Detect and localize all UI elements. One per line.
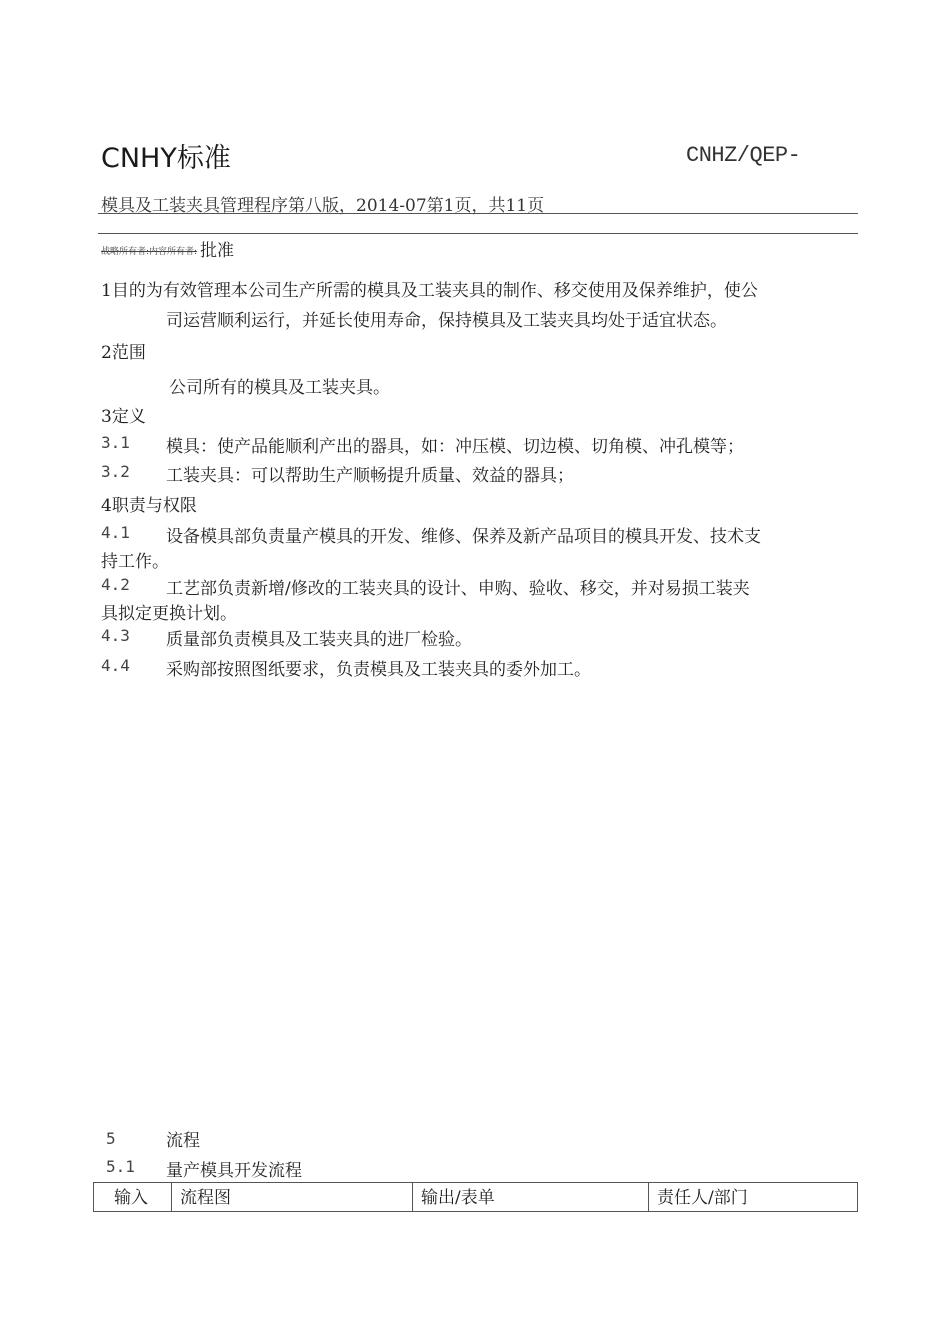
resp-4-2-number: 4.2 bbox=[101, 575, 130, 594]
flow-table-header-row bbox=[94, 1183, 858, 1212]
process-5-1-title: 量产模具开发流程 bbox=[166, 1161, 302, 1181]
process-5-1-number: 5.1 bbox=[106, 1157, 135, 1176]
col-owner-header: 责任人/部门 bbox=[649, 1183, 858, 1212]
resp-4-4-number: 4.4 bbox=[101, 656, 130, 675]
resp-4-1-line-2: 持工作。 bbox=[101, 552, 169, 572]
document-subtitle: 模具及工装夹具管理程序第八版，2014-07第1页，共11页 bbox=[101, 196, 545, 216]
header-rule-top bbox=[98, 213, 858, 214]
col-output-header: 输出/表单 bbox=[413, 1183, 649, 1212]
resp-4-3-text: 质量部负责模具及工装夹具的进厂检验。 bbox=[166, 630, 472, 650]
col-flowchart-header: 流程图 bbox=[172, 1183, 413, 1212]
purpose-line-2: 司运营顺利运行，并延长使用寿命，保持模具及工装夹具均处于适宜状态。 bbox=[166, 311, 727, 331]
process-number: 5 bbox=[106, 1129, 116, 1148]
col-input-header: 输入 bbox=[94, 1183, 172, 1212]
def-3-1-number: 3.1 bbox=[101, 433, 130, 452]
approval-label: 批准 bbox=[200, 241, 234, 261]
scope-heading: 2范围 bbox=[101, 343, 146, 363]
process-heading: 流程 bbox=[166, 1131, 200, 1151]
resp-4-1-number: 4.1 bbox=[101, 523, 130, 542]
def-3-2-number: 3.2 bbox=[101, 462, 130, 481]
resp-4-2-line-2: 具拟定更换计划。 bbox=[101, 604, 237, 624]
purpose-line-1: 1目的为有效管理本公司生产所需的模具及工装夹具的制作、移交使用及保养维护，使公 bbox=[101, 281, 758, 301]
company-standard-title: CNHY标准 bbox=[101, 143, 231, 174]
scope-text: 公司所有的模具及工装夹具。 bbox=[169, 378, 390, 398]
resp-4-4-text: 采购部按照图纸要求，负责模具及工装夹具的委外加工。 bbox=[166, 660, 591, 680]
document-number: CNHZ/QEP- bbox=[686, 143, 801, 168]
owners-line: 战略所有者:内容所有者: bbox=[101, 247, 198, 257]
header-rule-bottom bbox=[98, 233, 858, 234]
definition-heading: 3定义 bbox=[101, 407, 146, 427]
resp-4-2-line-1: 工艺部负责新增/修改的工装夹具的设计、申购、验收、移交，并对易损工装夹 bbox=[166, 579, 750, 599]
flow-table bbox=[93, 1182, 858, 1212]
def-3-2-text: 工装夹具：可以帮助生产顺畅提升质量、效益的器具； bbox=[166, 466, 574, 486]
responsibility-heading: 4职责与权限 bbox=[101, 496, 197, 516]
def-3-1-text: 模具：使产品能顺利产出的器具，如：冲压模、切边模、切角模、冲孔模等； bbox=[166, 437, 744, 457]
resp-4-3-number: 4.3 bbox=[101, 626, 130, 645]
resp-4-1-line-1: 设备模具部负责量产模具的开发、维修、保养及新产品项目的模具开发、技术支 bbox=[166, 527, 761, 547]
